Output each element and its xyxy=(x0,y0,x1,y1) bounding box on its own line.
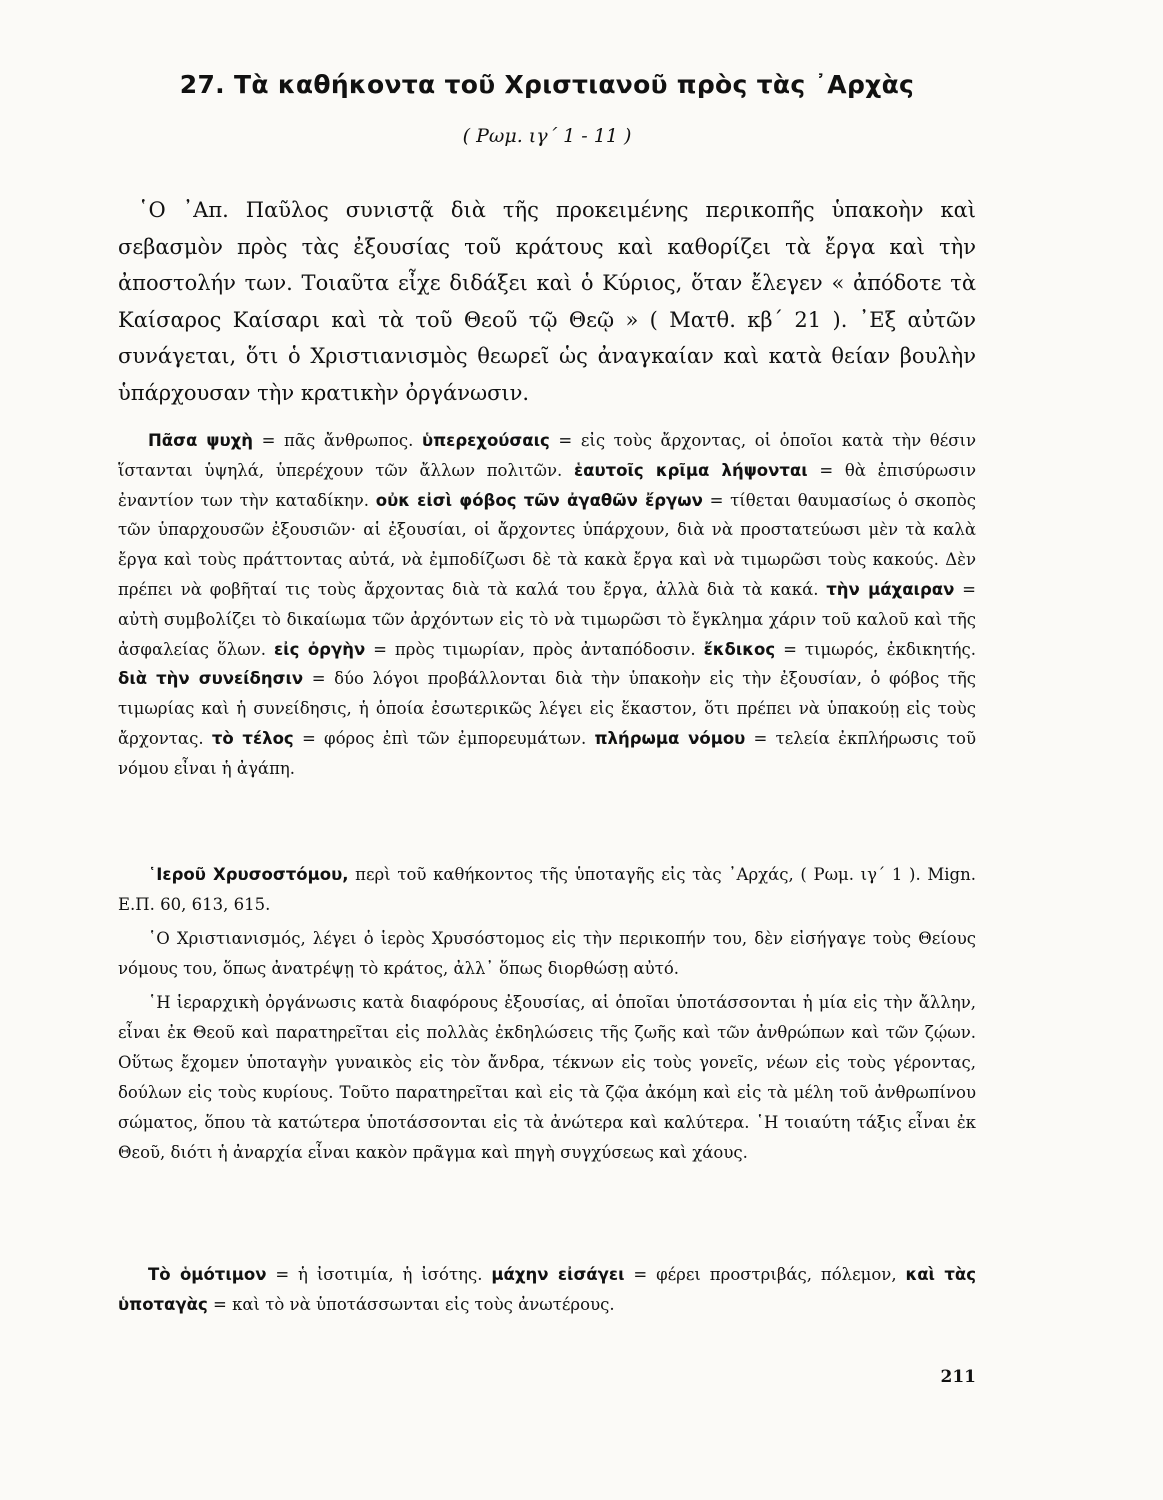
definition: = φέρει προστριβάς, πόλεμον, xyxy=(624,1265,906,1284)
term: ἑαυτοῖς κρῖμα λήψονται xyxy=(573,460,808,480)
final-text xyxy=(118,1260,976,1320)
chapter-title: 27. Τὰ καθήκοντα τοῦ Χριστιανοῦ πρὸς τὰς ᾿Αρχὰς xyxy=(179,70,915,99)
final-glossary-paragraph xyxy=(118,1260,976,1320)
term: οὐκ εἰσὶ φόβος τῶν ἀγαθῶν ἔργων xyxy=(375,490,703,510)
term: τὸ τέλος xyxy=(211,728,294,748)
term: πλήρωμα νόμου xyxy=(594,728,746,748)
scripture-reference: ( Ρωμ. ιγ΄ 1 - 11 ) xyxy=(462,125,632,147)
page-number: 211 xyxy=(940,1367,976,1387)
definition: = καὶ τὸ νὰ ὑποτάσσωνται εἰς τοὺς ἀνωτέρους. xyxy=(207,1295,615,1314)
citation-source: περὶ τοῦ καθήκοντος τῆς ὑποταγῆς εἰς τὰς ᾿Αρχάς, ( Ρωμ. ιγ΄ 1 ). Mign. Ε.Π. 60, 613, 615. xyxy=(118,865,976,914)
term: Τὸ ὁμότιμον xyxy=(148,1265,267,1284)
definition: = τιμωρός, ἐκδικητής. xyxy=(775,639,976,659)
definition: = τελεία ἐκπλήρωσις τοῦ νόμου εἶναι ἡ ἀγάπη. xyxy=(118,728,976,778)
intro-paragraph xyxy=(118,192,976,411)
intro-text: ῾Ο ᾿Απ. Παῦλος συνιστᾷ διὰ τῆς προκειμένης περικοπῆς ὑπακοὴν καὶ σεβασμὸν πρὸς τὰς ἐξουσίας τοῦ κράτους καὶ καθορίζει τὰ ἔργα καὶ τὴν ἀποστολήν των. Τοιαῦτα εἶχε διδάξει καὶ ὁ Κύριος, ὅταν ἔλεγεν « ἀπόδοτε τὰ Καίσαρος Καίσαρι καὶ τὰ τοῦ Θεοῦ τῷ Θεῷ » ( Ματθ. κβ΄ 21 ). ᾿Εξ αὐτῶν συνάγεται, ὅτι ὁ Χριστιανισμὸς θεωρεῖ ὡς ἀναγκαίαν καὶ κατὰ θείαν βουλὴν ὑπάρχουσαν τὴν κρατικὴν ὀργάνωσιν. xyxy=(118,198,976,405)
definition: = πρὸς τιμωρίαν, πρὸς ἀνταπόδοσιν. xyxy=(365,639,704,659)
author-name: ῾Ιεροῦ Χρυσοστόμου, xyxy=(148,865,349,884)
commentary-paragraph xyxy=(118,426,976,784)
definition: = ἡ ἰσοτιμία, ἡ ἰσότης. xyxy=(266,1265,492,1284)
chrysostom-paragraph-2: ῾Η ἱεραρχικὴ ὀργάνωσις κατὰ διαφόρους ἐξουσίας, αἱ ὁποῖαι ὑποτάσσονται ἡ μία εἰς τὴν ἄλλην, εἶναι ἐκ Θεοῦ καὶ παρατηρεῖται εἰς πολλὰς ἐκδηλώσεις τῆς ζωῆς καὶ τῶν ἀνθρώπων καὶ τῶν ζῴων. Οὕτως ἔχομεν ὑποταγὴν γυναικὸς εἰς τὸν ἄνδρα, τέκνων εἰς τοὺς γονεῖς, νέων εἰς τοὺς γέροντας, δούλων εἰς τοὺς κυρίους. Τοῦτο παρατηρεῖται καὶ εἰς τὰ ζῷα ἀκόμη καὶ εἰς τὰ μέλη τοῦ ἀνθρωπίνου σώματος, ὅπου τὰ κατώτερα ὑποτάσσονται εἰς τὰ ἀνώτερα καὶ καλύτερα. ῾Η τοιαύτη τάξις εἶναι ἐκ Θεοῦ, διότι ἡ ἀναρχία εἶναι κακὸν πρᾶγμα καὶ πηγὴ συγχύσεως καὶ χάους. xyxy=(118,993,976,1162)
term: Πᾶσα ψυχὴ xyxy=(148,431,254,450)
chrysostom-citation xyxy=(118,860,976,920)
definition: = αὐτὴ συμβολίζει τὸ δικαίωμα τῶν ἀρχόντων εἰς τὸ νὰ τιμωρῶσι τὸ ἔγκλημα χάριν τοῦ καλοῦ καὶ τῆς ἀσφαλείας ὅλων. xyxy=(118,579,976,659)
document-page xyxy=(118,0,976,1500)
term: εἰς ὀργὴν xyxy=(273,639,366,659)
commentary-text xyxy=(118,426,976,784)
definition: = δύο λόγοι προβάλλονται διὰ τὴν ὑπακοὴν εἰς τὴν ἐξουσίαν, ὁ φόβος τῆς τιμωρίας καὶ ἡ συνείδησις, ἡ ὁποία ἐσωτερικῶς λέγει εἰς ἕκαστον, ὅτι πρέπει νὰ ὑπακούῃ εἰς τοὺς ἄρχοντας. xyxy=(118,669,976,748)
term: ὑπερεχούσαις xyxy=(421,431,550,450)
term: ἔκδικος xyxy=(703,639,776,659)
definition: = θὰ ἐπισύρωσιν ἐναντίον των τὴν καταδίκην. xyxy=(118,460,977,510)
term: μάχην εἰσάγει xyxy=(491,1265,625,1284)
definition: = εἰς τοὺς ἄρχοντας, οἱ ὁποῖοι κατὰ τὴν θέσιν ἵστανται ὑψηλά, ὑπερέχουν τῶν ἄλλων πολιτῶν. xyxy=(118,431,977,480)
definition: = φόρος ἐπὶ τῶν ἐμπορευμάτων. xyxy=(293,728,595,748)
definition: = τίθεται θαυμασίως ὁ σκοπὸς τῶν ὑπαρχουσῶν ἐξουσιῶν· αἱ ἐξουσίαι, οἱ ἄρχοντες ὑπάρχουν, διὰ νὰ προστατεύωσι μὲν τὰ καλὰ ἔργα καὶ τοὺς πράττοντας αὐτά, νὰ ἐμποδίζωσι δὲ τὰ κακὰ ἔργα καὶ νὰ τιμωρῶσι τοὺς κακούς. Δὲν πρέπει νὰ φοβῆταί τις τοὺς ἄρχοντας διὰ τὰ καλά του ἔργα, ἀλλὰ διὰ τὰ κακά. xyxy=(118,490,977,599)
chrysostom-paragraph-1: ῾Ο Χριστιανισμός, λέγει ὁ ἱερὸς Χρυσόστομος εἰς τὴν περικοπήν του, δὲν εἰσήγαγε τοὺς Θείους νόμους του, ὅπως ἀνατρέψῃ τὸ κράτος, ἀλλ᾿ ὅπως διορθώσῃ αὐτό. xyxy=(118,929,976,978)
term: τὴν μάχαιραν xyxy=(826,579,955,599)
term: διὰ τὴν συνείδησιν xyxy=(118,669,304,689)
chrysostom-section xyxy=(118,860,976,1168)
term: καὶ τὰς ὑποταγὰς xyxy=(118,1265,976,1314)
definition: = πᾶς ἄνθρωπος. xyxy=(253,431,422,450)
